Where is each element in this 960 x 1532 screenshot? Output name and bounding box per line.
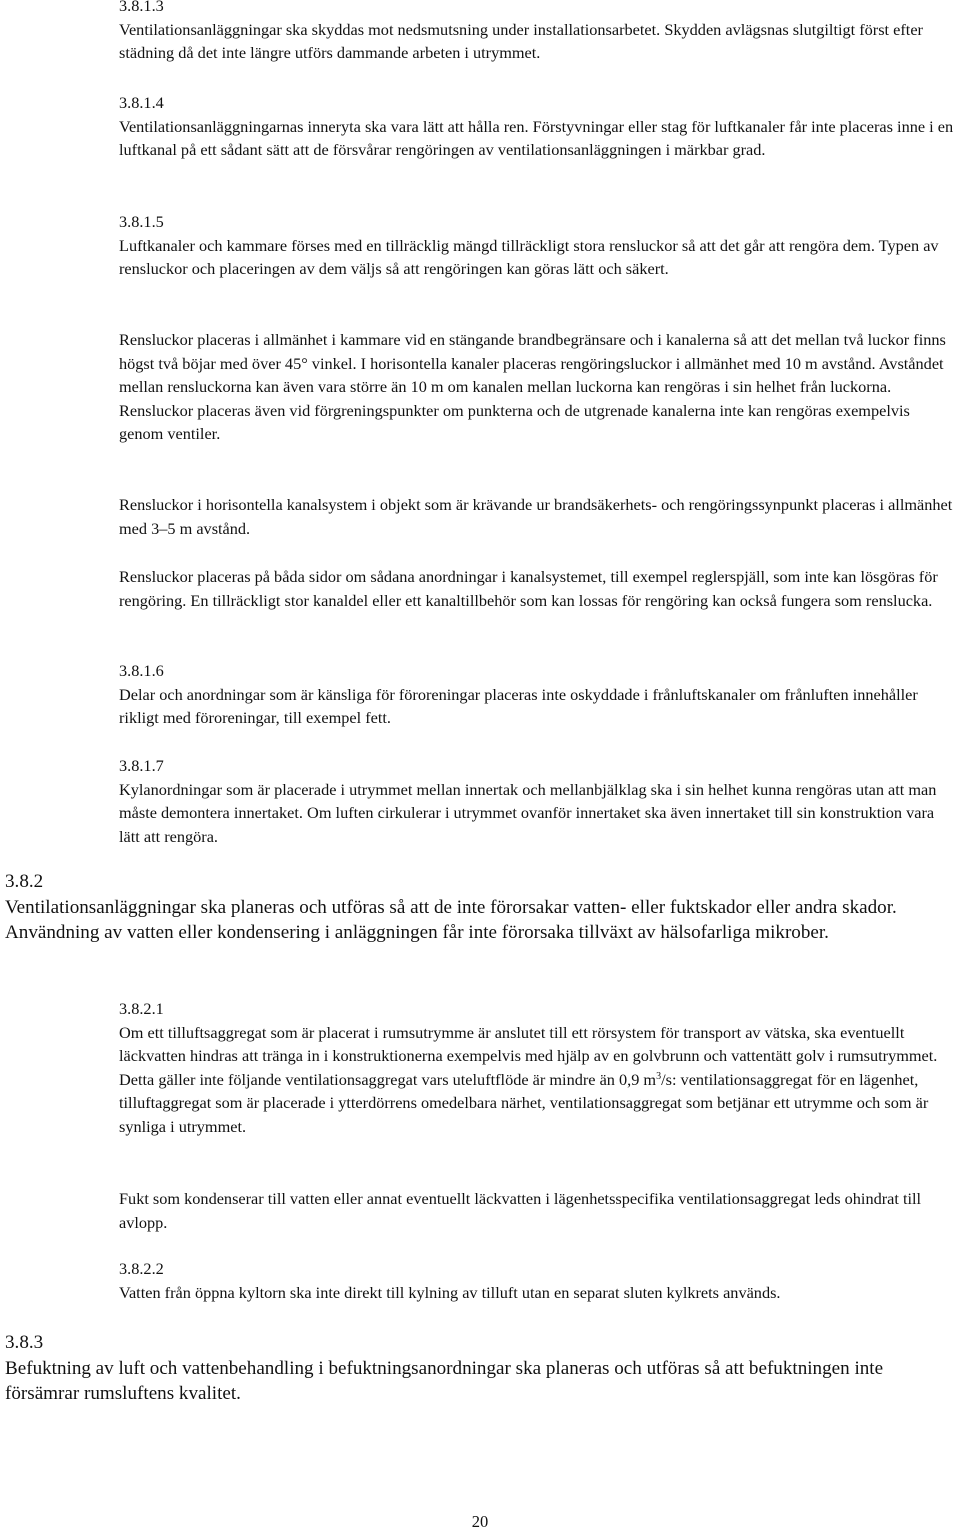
- section-number: 3.8.2.2: [119, 1259, 164, 1278]
- paragraph-rensluckor-sides: Rensluckor placeras på båda sidor om sådana anordningar i kanalsystemet, till exempel reglerspjäll, som inte kan lösgöras för rengöring. En tillräckligt stor kanaldel eller ett kanaltillbehör som kan lossas för rengöring kan också fungera som renslucka.: [119, 567, 938, 610]
- section-text: Delar och anordningar som är känsliga för föroreningar placeras inte oskyddade i frånluftskanaler om frånluften innehåller rikligt med föroreningar, till exempel fett.: [119, 684, 918, 728]
- section-text: Ventilationsanläggningarnas inneryta ska vara lätt att hålla ren. Förstyvningar eller stag för luftkanaler får inte placeras inne i en luftkanal på ett sådant sätt att de försvårar rengöringen av ventilationsanläggningen i märkbar grad.: [119, 116, 954, 160]
- section-text: Vatten från öppna kyltorn ska inte direkt till kylning av tilluft utan en separat sluten kylkrets används.: [119, 1282, 781, 1302]
- superscript-exponent: 3: [656, 1070, 662, 1082]
- section-number: 3.8.2: [5, 871, 44, 892]
- section-number: 3.8.1.5: [119, 212, 164, 231]
- paragraph-condensate: Fukt som kondenserar till vatten eller annat eventuellt läckvatten i lägenhetsspecifika ventilationsaggregat leds ohindrat till avlopp.: [119, 1189, 922, 1232]
- section-3-8-2-1: [119, 997, 957, 1139]
- section-text-part-b: /s: ventilationsaggregat för en lägenhet, tilluftaggregat som är placerade i ytterdörrens omedelbara närhet, ventilationsaggregat som betjänar ett utrymme och som är synliga i utrymmet.: [119, 1069, 929, 1136]
- section-3-8-1-5: [119, 210, 957, 281]
- section-3-8-1-6: [119, 659, 957, 730]
- section-3-8-3: [5, 1330, 955, 1407]
- section-3-8-2-2: [119, 1257, 957, 1304]
- section-text: Befuktning av luft och vattenbehandling i befuktningsanordningar ska planeras och utföras så att befuktningen inte försämrar rumsluftens kvalitet.: [5, 1357, 884, 1404]
- section-number: 3.8.1.6: [119, 661, 164, 680]
- section-text: [119, 1021, 957, 1139]
- paragraph-rensluckor-horizontal: Rensluckor i horisontella kanalsystem i objekt som är krävande ur brandsäkerhets- och rengöringssynpunkt placeras i allmänhet med 3–5 m avstånd.: [119, 495, 953, 538]
- section-number: 3.8.1.4: [119, 93, 164, 112]
- section-3-8-1-3: [119, 0, 957, 65]
- section-3-8-1-7: [119, 754, 957, 848]
- section-number: 3.8.3: [5, 1332, 44, 1353]
- section-text: Ventilationsanläggningar ska skyddas mot nedsmutsning under installationsarbetet. Skydden avlägsnas slutgiltigt först efter städning då det inte längre utförs dammande arbeten i utrymmet.: [119, 19, 923, 63]
- section-text-part-a: Om ett tilluftsaggregat som är placerat i rumsutrymme är anslutet till ett rörsystem för transport av vätska, ska eventuellt läckvatten hindras att tränga in i konstruktionerna exempelvis med hjälp av en golvbrunn och vattentätt golv i rumsutrymmet. Detta gäller inte följande ventilationsaggregat vars uteluftflöde är mindre än 0,9 m: [119, 1022, 938, 1089]
- paragraph-rensluckor-placement: Rensluckor placeras i allmänhet i kammare vid en stängande brandbegränsare och i kanalerna så att det mellan två luckor finns högst två böjar med över 45° vinkel. I horisontella kanaler placeras rengöringsluckor i allmänhet med 10 m avstånd. Avståndet mellan rensluckorna kan även vara större än 10 m om kanalen mellan luckorna kan rengöras i sin helhet från luckorna. Rensluckor placeras även vid förgreningspunkter om punkterna och de utgrenade kanalerna inte kan rengöras exempelvis genom ventiler.: [119, 330, 946, 444]
- page-number: 20: [471, 1512, 489, 1531]
- section-text: Ventilationsanläggningar ska planeras och utföras så att de inte förorsakar vatten- eller fuktskador eller andra skador. Användning av vatten eller kondensering i anläggningen får inte förorsaka tillväxt av hälsofarliga mikrober.: [5, 896, 897, 943]
- section-number: 3.8.2.1: [119, 999, 164, 1018]
- section-text: Luftkanaler och kammare förses med en tillräcklig mängd tillräckligt stora rensluckor så att det går att rengöra dem. Typen av rensluckor och placeringen av dem väljs så att rengöringen kan göras lätt och säkert.: [119, 235, 939, 279]
- section-3-8-1-4: [119, 91, 957, 162]
- section-text: Kylanordningar som är placerade i utrymmet mellan innertak och mellanbjälklag ska i sin helhet kunna rengöras utan att man måste demontera innertaket. Om luften cirkulerar i utrymmet ovanför innertaket ska även innertaket till sin konstruktion vara lätt att rengöra.: [119, 779, 937, 846]
- section-3-8-2: [5, 869, 955, 946]
- section-number: 3.8.1.3: [119, 0, 164, 15]
- section-number: 3.8.1.7: [119, 756, 164, 775]
